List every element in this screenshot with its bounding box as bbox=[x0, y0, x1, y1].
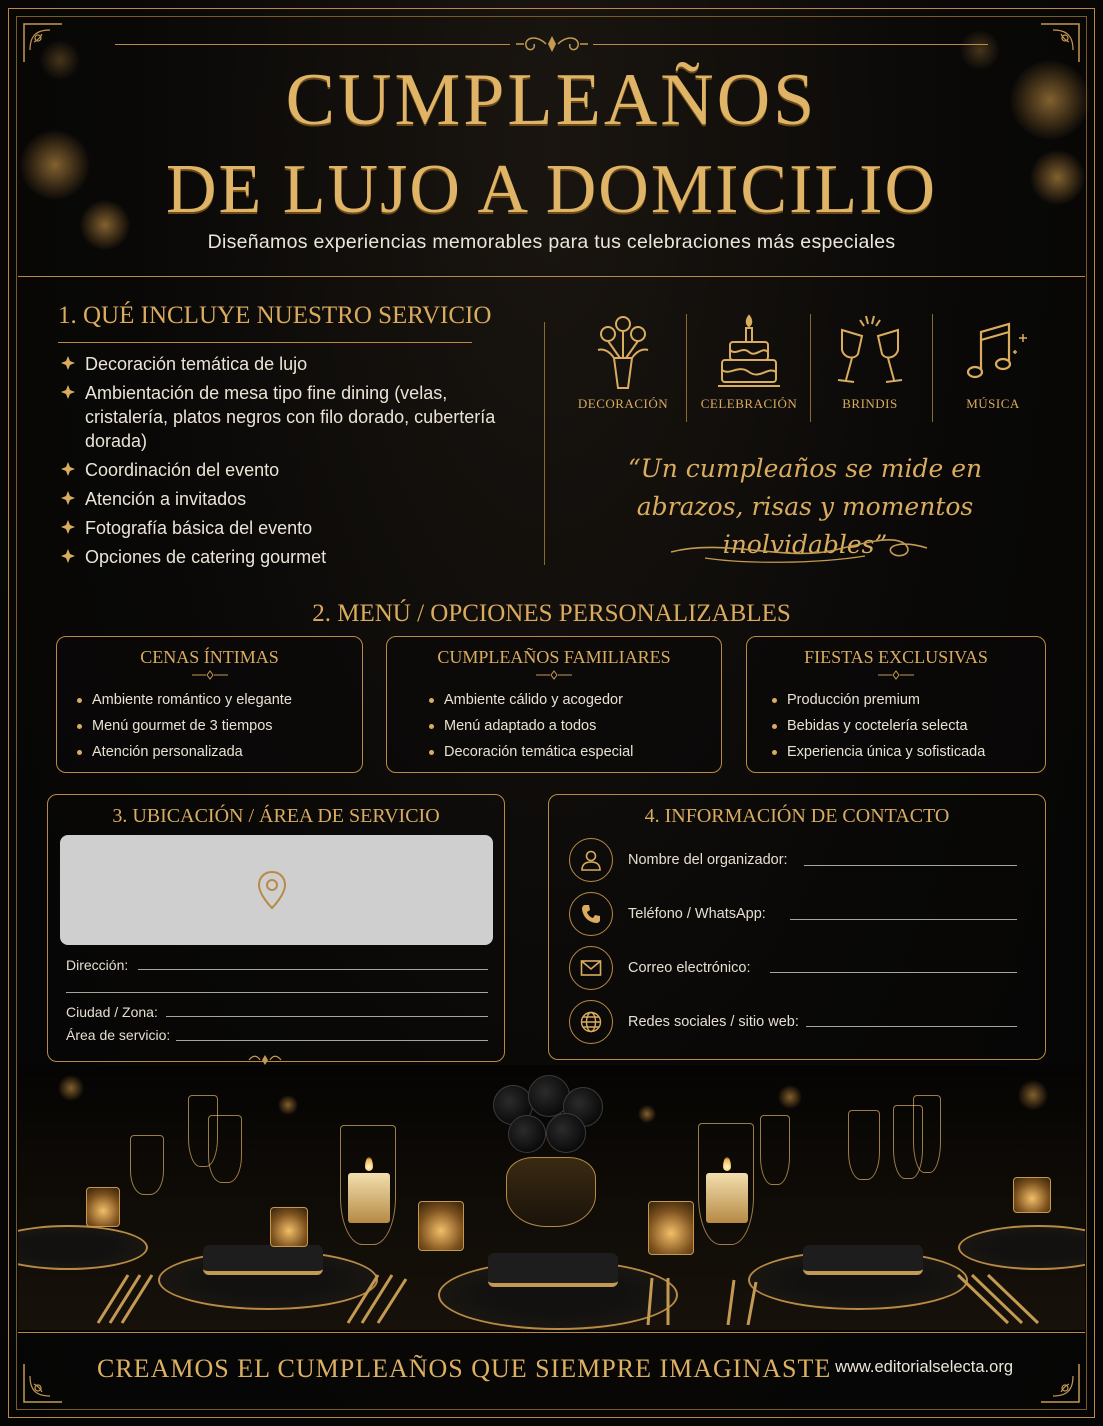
wine-glass bbox=[130, 1135, 164, 1195]
feature-text: Ambientación de mesa tipo fine dining (velas, cristalería, platos negros con filo dorado, cubertería dorada) bbox=[85, 383, 496, 451]
address-field[interactable] bbox=[138, 969, 488, 970]
feature-item bbox=[58, 381, 528, 453]
votive-candle bbox=[418, 1201, 464, 1251]
feature-item bbox=[58, 545, 528, 569]
cutlery-icon bbox=[638, 1270, 778, 1325]
feature-text: Atención a invitados bbox=[85, 489, 247, 509]
card-title: FIESTAS EXCLUSIVAS bbox=[804, 647, 988, 667]
icon-musica bbox=[933, 310, 1053, 412]
feature-text: Opciones de catering gourmet bbox=[85, 547, 327, 567]
wine-glass bbox=[760, 1115, 790, 1185]
section3-title: 3. UBICACIÓN / ÁREA DE SERVICIO bbox=[112, 805, 440, 827]
envelope-icon bbox=[580, 957, 602, 979]
menu-card-cenas bbox=[56, 636, 363, 773]
card-list-item: Ambiente cálido y acogedor bbox=[427, 687, 633, 713]
plate bbox=[958, 1225, 1085, 1270]
diamond-bullet-icon bbox=[60, 490, 76, 506]
cutlery-icon bbox=[338, 1265, 428, 1325]
footer-slogan: CREAMOS EL CUMPLEAÑOS QUE SIEMPRE IMAGINASTE bbox=[97, 1354, 832, 1383]
card-ornament-icon bbox=[876, 670, 916, 680]
card-list-item: Atención personalizada bbox=[75, 739, 292, 765]
napkin bbox=[203, 1245, 323, 1275]
rose bbox=[508, 1115, 546, 1153]
icon-brindis bbox=[810, 310, 930, 412]
location-pin-icon bbox=[257, 870, 287, 910]
vase bbox=[506, 1157, 596, 1227]
feature-item bbox=[58, 352, 528, 376]
bokeh-light bbox=[278, 1095, 298, 1115]
section2-title: 2. MENÚ / OPCIONES PERSONALIZABLES bbox=[312, 600, 791, 627]
diamond-bullet-icon bbox=[60, 355, 76, 371]
card-title: CUMPLEAÑOS FAMILIARES bbox=[437, 647, 671, 667]
flower-bouquet-icon bbox=[588, 310, 658, 390]
diamond-bullet-icon bbox=[60, 384, 76, 400]
main-title-line1: CUMPLEAÑOS bbox=[285, 59, 818, 141]
phone-icon bbox=[580, 903, 602, 925]
napkin bbox=[488, 1253, 618, 1287]
header-rule-left bbox=[115, 44, 510, 45]
candle-flame bbox=[365, 1157, 373, 1171]
diamond-bullet-icon bbox=[60, 548, 76, 564]
icon-decoracion bbox=[563, 310, 683, 412]
section1-vertical-divider bbox=[544, 322, 545, 565]
icon-celebracion bbox=[689, 310, 809, 412]
address-label: Dirección: bbox=[66, 957, 129, 973]
votive-candle bbox=[86, 1187, 120, 1227]
card-list-item: Experiencia única y sofisticada bbox=[770, 739, 985, 765]
votive-candle bbox=[270, 1207, 308, 1247]
card-ornament-icon bbox=[190, 670, 230, 680]
phone-field[interactable] bbox=[790, 919, 1017, 920]
votive-candle bbox=[1013, 1177, 1051, 1213]
cutlery-icon bbox=[88, 1265, 178, 1325]
candle-flame bbox=[723, 1157, 731, 1171]
feature-item bbox=[58, 487, 528, 511]
section1-underline bbox=[58, 342, 472, 343]
footer-divider bbox=[18, 1332, 1085, 1333]
card-list-item: Menú gourmet de 3 tiempos bbox=[75, 713, 292, 739]
website-link[interactable]: www.editorialselecta.org bbox=[835, 1358, 1013, 1376]
contact-icon-circle bbox=[569, 892, 613, 936]
plate bbox=[18, 1225, 148, 1270]
contact-label: Nombre del organizador: bbox=[628, 852, 788, 868]
table-setting-image bbox=[18, 1065, 1085, 1330]
email-field[interactable] bbox=[770, 972, 1017, 973]
map-placeholder[interactable] bbox=[60, 835, 493, 945]
feature-text: Coordinación del evento bbox=[85, 460, 280, 480]
menu-card-exclusivas bbox=[746, 636, 1046, 773]
diamond-bullet-icon bbox=[60, 519, 76, 535]
bokeh-light bbox=[638, 1105, 656, 1123]
card-list-item: Ambiente romántico y elegante bbox=[75, 687, 292, 713]
icon-label: MÚSICA bbox=[966, 396, 1020, 411]
card-list bbox=[427, 687, 633, 765]
header-subtitle: Diseñamos experiencias memorables para tus celebraciones más especiales bbox=[207, 231, 896, 253]
organizer-name-field[interactable] bbox=[804, 865, 1017, 866]
votive-candle bbox=[648, 1201, 694, 1255]
card-ornament-icon bbox=[534, 670, 574, 680]
wine-glass bbox=[208, 1115, 242, 1183]
diamond-bullet-icon bbox=[60, 461, 76, 477]
globe-icon bbox=[580, 1011, 602, 1033]
card-list bbox=[75, 687, 292, 765]
social-web-field[interactable] bbox=[806, 1026, 1017, 1027]
contact-box bbox=[548, 794, 1046, 1060]
wine-glass bbox=[848, 1110, 880, 1180]
contact-label: Teléfono / WhatsApp: bbox=[628, 906, 766, 922]
card-list-item: Decoración temática especial bbox=[427, 739, 633, 765]
address-field-line2[interactable] bbox=[66, 992, 488, 993]
menu-card-familiares bbox=[386, 636, 722, 773]
contact-label: Redes sociales / sitio web: bbox=[628, 1014, 799, 1030]
wine-glass bbox=[913, 1095, 941, 1173]
corner-ornament-icon bbox=[20, 1360, 66, 1406]
birthday-cake-icon bbox=[714, 310, 784, 390]
service-area-label: Área de servicio: bbox=[66, 1027, 171, 1043]
contact-label: Correo electrónico: bbox=[628, 960, 751, 976]
icon-label: DECORACIÓN bbox=[577, 396, 669, 411]
feature-text: Fotografía básica del evento bbox=[85, 518, 313, 538]
quote-line1: “Un cumpleaños se mide en bbox=[627, 454, 983, 483]
section4-title: 4. INFORMACIÓN DE CONTACTO bbox=[644, 805, 950, 827]
music-notes-icon bbox=[953, 310, 1033, 390]
service-area-field[interactable] bbox=[176, 1040, 488, 1041]
candle bbox=[348, 1173, 390, 1223]
main-title-line2: DE LUJO A DOMICILIO bbox=[165, 151, 938, 228]
header-flourish-icon bbox=[512, 32, 592, 58]
card-title: CENAS ÍNTIMAS bbox=[140, 647, 279, 667]
card-list bbox=[770, 687, 985, 765]
location-box bbox=[47, 794, 505, 1062]
feature-item bbox=[58, 458, 528, 482]
candle bbox=[706, 1173, 748, 1223]
features-list bbox=[58, 352, 528, 574]
city-field[interactable] bbox=[166, 1016, 488, 1017]
icon-label: BRINDIS bbox=[842, 396, 898, 411]
icon-divider bbox=[686, 314, 687, 422]
bokeh-light bbox=[58, 1075, 84, 1101]
contact-icon-circle bbox=[569, 838, 613, 882]
header-rule-right bbox=[593, 44, 988, 45]
icon-label: CELEBRACIÓN bbox=[700, 396, 798, 411]
cutlery-icon bbox=[948, 1265, 1058, 1325]
city-label: Ciudad / Zona: bbox=[66, 1004, 158, 1020]
quote-line2: abrazos, risas y momentos inolvidables” bbox=[636, 492, 974, 559]
contact-icon-circle bbox=[569, 1000, 613, 1044]
card-list-item: Menú adaptado a todos bbox=[427, 713, 633, 739]
header-divider bbox=[18, 276, 1085, 277]
card-list-item: Producción premium bbox=[770, 687, 985, 713]
user-icon bbox=[580, 849, 602, 871]
bokeh-light bbox=[1018, 1080, 1048, 1110]
napkin bbox=[803, 1245, 923, 1275]
contact-icon-circle bbox=[569, 946, 613, 990]
feature-item bbox=[58, 516, 528, 540]
bokeh-light bbox=[778, 1085, 802, 1109]
card-list-item: Bebidas y coctelería selecta bbox=[770, 713, 985, 739]
champagne-glasses-icon bbox=[830, 310, 910, 390]
section1-title: 1. QUÉ INCLUYE NUESTRO SERVICIO bbox=[58, 302, 492, 329]
rose bbox=[546, 1113, 586, 1153]
quote-flourish-icon bbox=[665, 528, 945, 572]
feature-text: Decoración temática de lujo bbox=[85, 354, 308, 374]
corner-ornament-icon bbox=[1037, 1360, 1083, 1406]
